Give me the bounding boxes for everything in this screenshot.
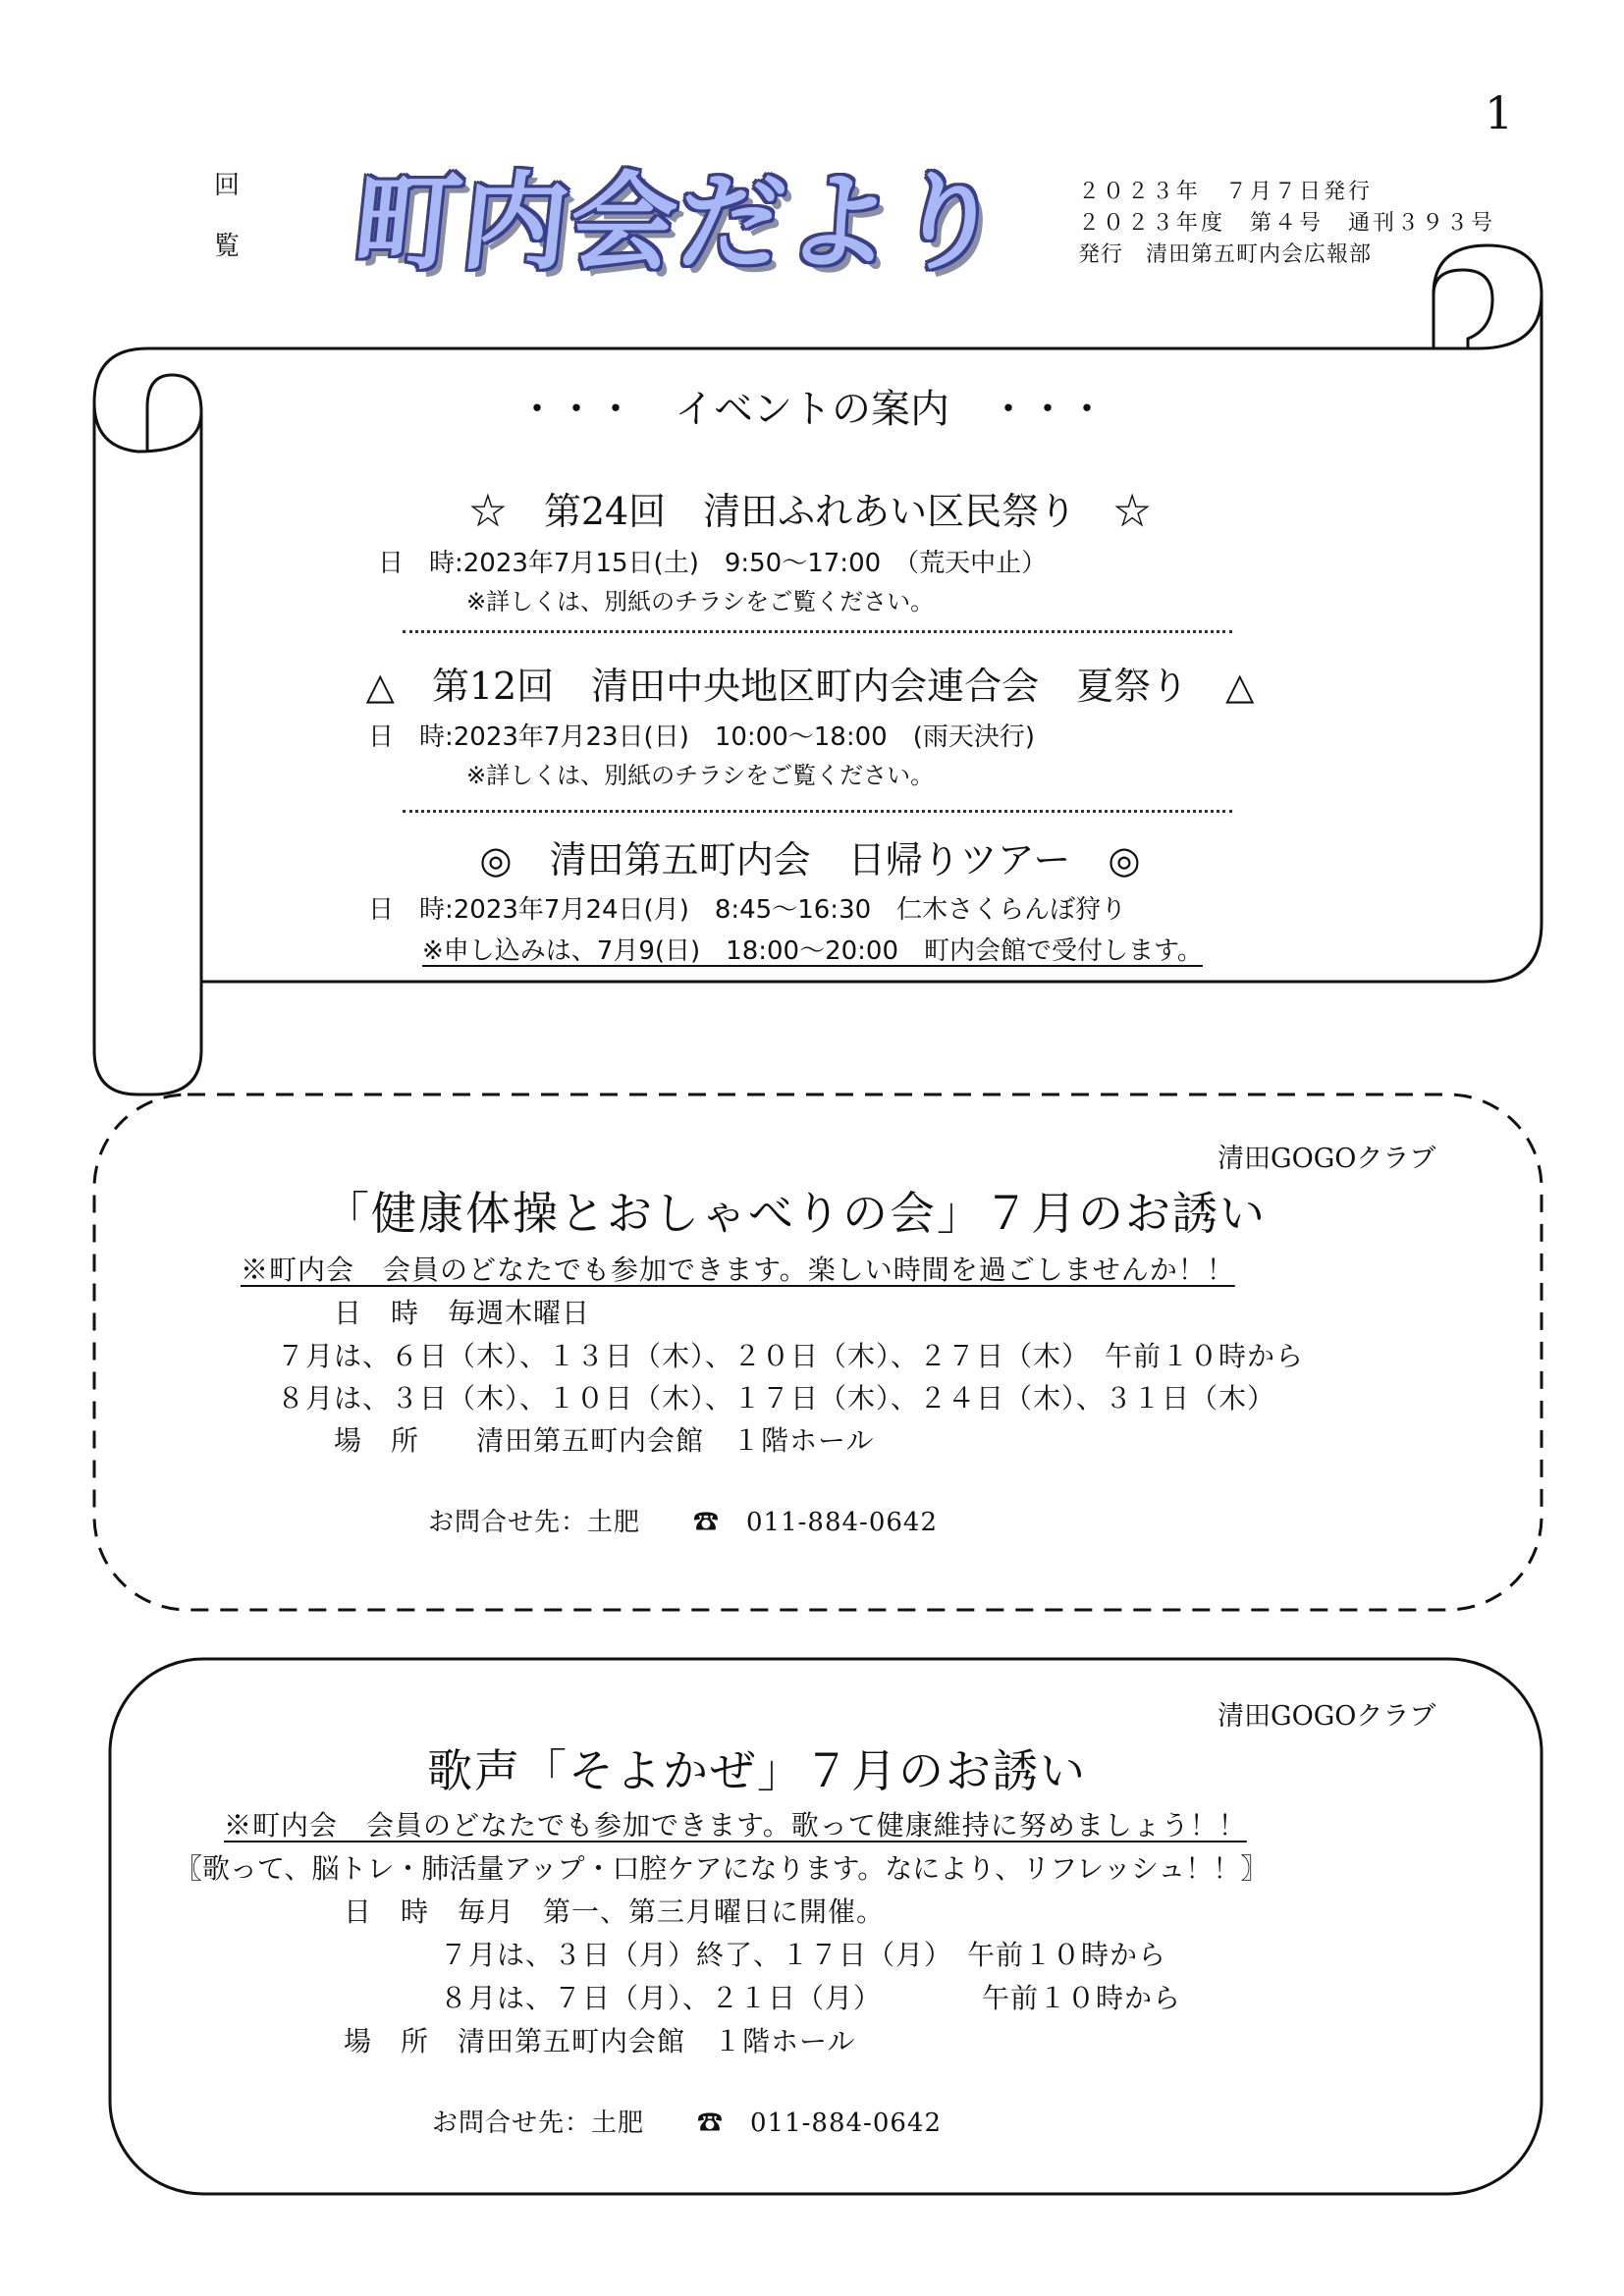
exercise-notice: ※町内会 会員のどなたでも参加できます。楽しい時間を過ごしませんか！！ [241, 1254, 1235, 1286]
exercise-title: 「健康体操とおしゃべりの会」７月のお誘い [324, 1187, 1267, 1240]
events-title: ・・・ イベントの案内 ・・・ [517, 387, 1107, 432]
exercise-club: 清田GOGOクラブ [1218, 1144, 1436, 1174]
masthead-title: 町内会だより [348, 162, 1009, 285]
publish-date: ２０２３年 ７月７日発行 [1078, 180, 1374, 204]
divider [403, 630, 1232, 633]
publisher: 発行 清田第五町内会広報部 [1078, 242, 1373, 267]
exercise-schedule-label: 日 時 毎週木曜日 [334, 1297, 591, 1329]
exercise-august: ８月は、３日（木）、１０日（木）、１７日（木）、２４日（木）、３１日（木） [277, 1382, 1276, 1415]
event-1-title: ☆ 第24回 清田ふれあい区民祭り ☆ [468, 490, 1152, 533]
event-2-datetime: 日 時:2023年7月23日(日) 10:00～18:00 (雨天決行) [368, 722, 1035, 752]
event-1-datetime: 日 時:2023年7月15日(土) 9:50～17:00 （荒天中止） [378, 549, 1048, 578]
singing-august: ８月は、７日（月）、２１日（月） 午前１０時から [440, 1982, 1182, 2014]
singing-contact: お問合せ先：土肥 ☎ 011-884-0642 [432, 2109, 942, 2138]
event-2-note: ※詳しくは、別紙のチラシをご覧ください。 [466, 762, 935, 789]
event-3-note: ※申し込みは、7月9(日) 18:00～20:00 町内会館で受付します。 [422, 936, 1203, 966]
page-number: 1 [1485, 86, 1514, 139]
circulation-mark: 回覧 [214, 171, 241, 261]
event-1-note: ※詳しくは、別紙のチラシをご覧ください。 [466, 588, 935, 615]
singing-schedule-label: 日 時 毎月 第一、第三月曜日に開催。 [344, 1896, 886, 1928]
issue-number: ２０２３年度 第４号 通刊３９３号 [1078, 211, 1496, 236]
singing-july: ７月は、３日（月）終了、１７日（月） 午前１０時から [440, 1939, 1167, 1971]
event-3-datetime: 日 時:2023年7月24日(月) 8:45～16:30 仁木さくらんぼ狩り [368, 895, 1127, 925]
divider [403, 810, 1232, 813]
exercise-place: 場 所 清田第五町内会館 １階ホール [334, 1424, 875, 1457]
event-2-title: △ 第12回 清田中央地区町内会連合会 夏祭り △ [365, 665, 1255, 708]
singing-benefits: 〖歌って、脳トレ・肺活量アップ・口腔ケアになります。なにより、リフレッシュ！！〗 [175, 1852, 1269, 1885]
singing-notice: ※町内会 会員のどなたでも参加できます。歌って健康維持に努めましょう！！ [224, 1809, 1247, 1842]
exercise-july: ７月は、６日（木）、１３日（木）、２０日（木）、２７日（木） 午前１０時から [277, 1340, 1305, 1372]
event-3-title: ◎ 清田第五町内会 日帰りツアー ◎ [479, 838, 1141, 881]
publication-info [1078, 177, 1495, 271]
singing-place: 場 所 清田第五町内会館 １階ホール [344, 2025, 856, 2057]
singing-club: 清田GOGOクラブ [1218, 1701, 1436, 1732]
exercise-contact: お問合せ先：土肥 ☎ 011-884-0642 [428, 1508, 938, 1537]
singing-title: 歌声「そよかぜ」７月のお誘い [427, 1744, 1087, 1797]
